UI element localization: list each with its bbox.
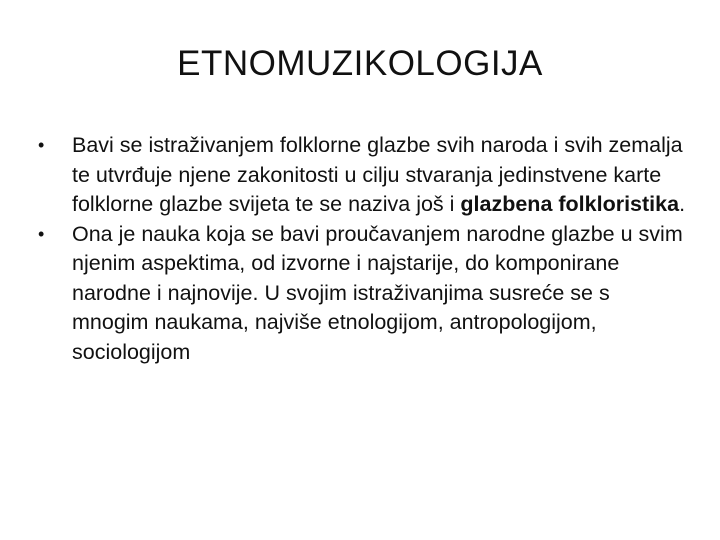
bullet-icon: • xyxy=(38,223,45,244)
bullet-text: Ona je nauka koja se bavi proučavanjem narodne glazbe u svim njenim aspektima, od izvorne i najstarije, do komponirane narodne i najnovije. U svojim istraživanjima susreće se s mnogim naukama, najviše etnologijom, antropologijom, sociologijom xyxy=(72,221,683,364)
bullet-item-scope xyxy=(38,220,688,368)
bullet-text-end: . xyxy=(679,192,686,216)
slide-title: ETNOMUZIKOLOGIJA xyxy=(177,44,543,83)
bullet-text: Bavi se istraživanjem folklorne glazbe svih naroda i svih zemalja te utvrđuje njene zakonitosti u cilju stvaranja jedinstvene karte folklorne glazbe svijeta te se naziva još i xyxy=(72,133,683,216)
bullet-icon: • xyxy=(38,135,45,155)
bullet-list xyxy=(38,131,688,367)
bold-term: glazbena folkloristika xyxy=(460,192,680,216)
bullet-item-definition xyxy=(38,131,688,220)
